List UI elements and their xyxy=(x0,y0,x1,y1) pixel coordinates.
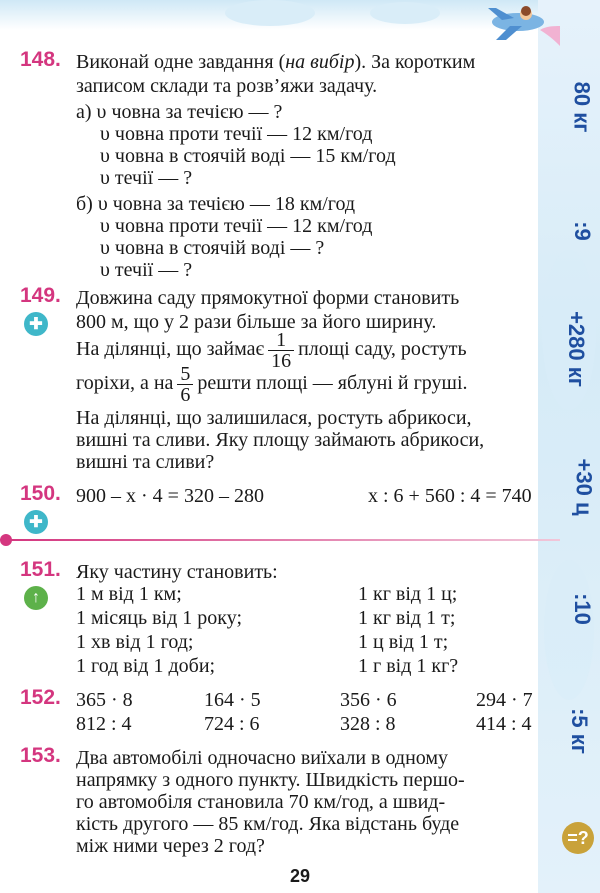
side-label: +280 кг xyxy=(563,311,589,387)
task-text: На ділянці, що займає xyxy=(76,338,265,360)
side-label: :10 xyxy=(569,593,595,625)
task-text: 800 м, що у 2 рази більше за його ширину. xyxy=(76,311,437,333)
list-item: 1 хв від 1 год; xyxy=(76,631,194,653)
task-text xyxy=(76,362,468,405)
side-label: :9 xyxy=(569,221,595,241)
equation: x : 6 + 560 : 4 = 740 xyxy=(368,485,532,507)
expression: 812 : 4 xyxy=(76,713,132,735)
task-text: вишні та сливи. Яку площу займають абрикоси, xyxy=(76,429,485,451)
fraction-denominator: 6 xyxy=(180,383,191,406)
list-item: 1 кг від 1 т; xyxy=(358,607,456,629)
task-number: 152. xyxy=(20,686,61,709)
task-text: кість другого — 85 км/год. Яка відстань буде xyxy=(76,813,460,835)
cloud xyxy=(225,0,315,26)
task-text: між ними через 2 год? xyxy=(76,835,265,857)
airplane-icon xyxy=(480,2,560,46)
task-text: горіхи, а на xyxy=(76,372,174,394)
divider-dot xyxy=(0,534,12,546)
list-item: 1 г від 1 кг? xyxy=(358,655,459,677)
fraction-numerator: 5 xyxy=(177,364,193,385)
task-number: 150. xyxy=(20,482,61,505)
list-item: υ човна в стоячій воді — ? xyxy=(100,237,325,259)
list-item: б) υ човна за течією — 18 км/год xyxy=(76,193,356,215)
page-number: 29 xyxy=(289,866,311,886)
task-text: ). За коротким xyxy=(354,51,476,73)
expression: 724 : 6 xyxy=(204,713,260,735)
equation: 900 – x · 4 = 320 – 280 xyxy=(76,485,264,507)
puzzle-icon: ✚ xyxy=(24,312,48,336)
list-item: 1 кг від 1 ц; xyxy=(358,583,458,605)
task-text-italic: на вибір xyxy=(285,51,355,73)
task-number: 149. xyxy=(20,284,61,307)
task-number: 151. xyxy=(20,558,61,581)
list-item: 1 місяць від 1 року; xyxy=(76,607,243,629)
side-label: +30 ц xyxy=(571,458,597,516)
side-label: :5 кг xyxy=(566,708,592,754)
task-text: Два автомобілі одночасно виїхали в одному xyxy=(76,747,449,769)
fraction xyxy=(177,364,193,405)
expression: 164 · 5 xyxy=(204,689,261,711)
cloud xyxy=(370,2,440,24)
task-text: На ділянці, що залишилася, ростуть абрикоси, xyxy=(76,407,472,429)
fraction-denominator: 16 xyxy=(271,349,292,372)
list-item: υ течії — ? xyxy=(100,167,193,189)
task-text: го автомобіля становила 70 км/год, а швид- xyxy=(76,791,446,813)
arrow-up-icon: ↑ xyxy=(24,586,48,610)
task-text: Яку частину становить: xyxy=(76,561,278,583)
question-icon: =? xyxy=(562,822,594,854)
task-text: напрямку з одного пункту. Швидкість першо- xyxy=(76,769,465,791)
task-text: площі саду, ростуть xyxy=(298,338,467,360)
task-text: записом склади та розв’яжи задачу. xyxy=(76,75,378,97)
task-text: Виконай одне завдання ( xyxy=(76,51,286,73)
list-item: 1 ц від 1 т; xyxy=(358,631,449,653)
task-text: вишні та сливи? xyxy=(76,451,215,473)
sidebar-decoration xyxy=(538,0,600,893)
task-number: 148. xyxy=(20,48,61,71)
fraction-numerator: 1 xyxy=(268,330,294,351)
list-item: υ човна проти течії — 12 км/год xyxy=(100,215,373,237)
expression: 356 · 6 xyxy=(340,689,397,711)
side-label: 80 кг xyxy=(569,81,595,133)
expression: 365 · 8 xyxy=(76,689,133,711)
cloud xyxy=(544,560,594,700)
task-text: Довжина саду прямокутної форми становить xyxy=(76,287,460,309)
list-item: а) υ човна за течією — ? xyxy=(76,101,283,123)
expression: 294 · 7 xyxy=(476,689,533,711)
list-item: 1 м від 1 км; xyxy=(76,583,182,605)
task-text xyxy=(76,50,475,74)
list-item: υ течії — ? xyxy=(100,259,193,281)
divider-rope xyxy=(5,539,560,541)
list-item: 1 год від 1 доби; xyxy=(76,655,216,677)
list-item: υ човна проти течії — 12 км/год xyxy=(100,123,373,145)
list-item: υ човна в стоячій воді — 15 км/год xyxy=(100,145,396,167)
expression: 414 : 4 xyxy=(476,713,532,735)
task-number: 153. xyxy=(20,744,61,767)
puzzle-icon: ✚ xyxy=(24,510,48,534)
expression: 328 : 8 xyxy=(340,713,396,735)
task-text: решти площі — яблуні й груші. xyxy=(197,372,468,394)
